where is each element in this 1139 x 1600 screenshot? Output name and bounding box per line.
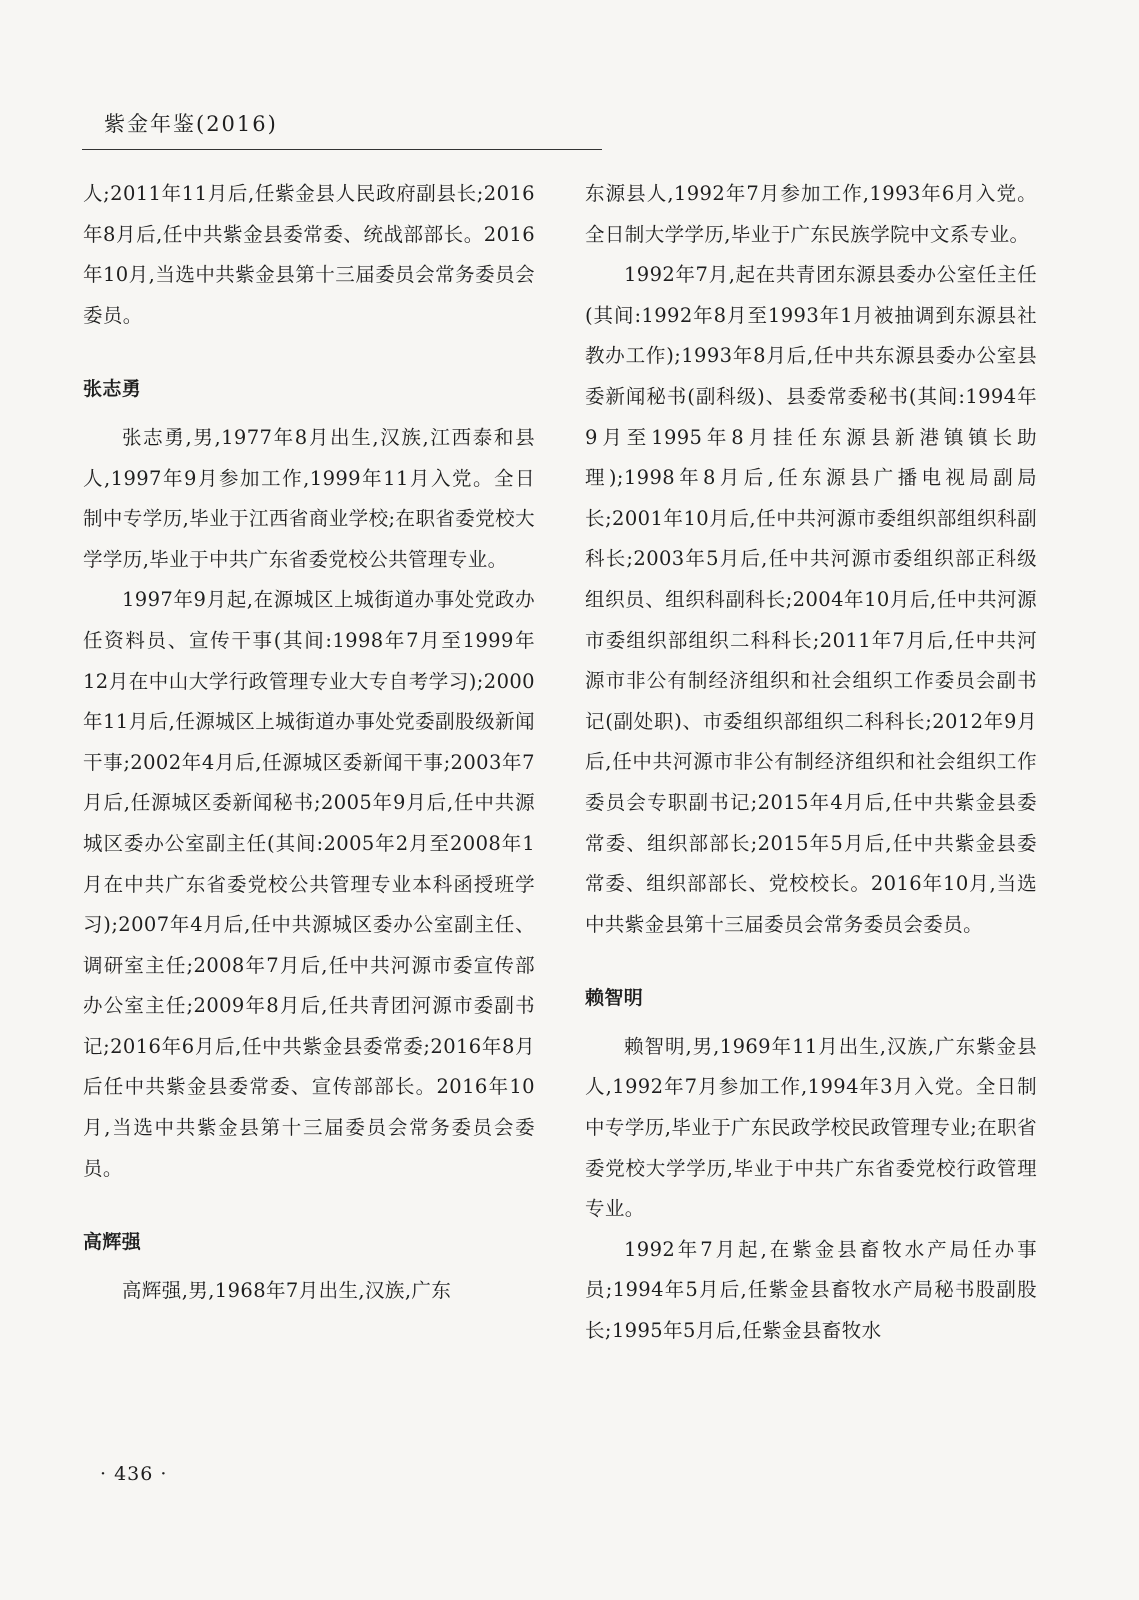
left-column [83,174,535,1311]
right-column [585,174,1037,1352]
bio-name-gao-huiqiang: 高辉强 [83,1231,142,1254]
page-number: · 436 · [100,1463,168,1485]
bio-paragraph: 1992年7月,起在共青团东源县委办公室任主任(其间:1992年8月至1993年1月被抽调到东源县社教办工作);1993年8月后,任中共东源县委办公室县委新闻秘书(副科级)、县委常委秘书(其间:1994年9月至1995年8月挂任东源县新港镇镇长助理);1998年8月后,任东源县广播电视局副局长;2001年10月后,任中共河源市委组织部组织科副科长;2003年5月后,任中共河源市委组织部正科级组织员、组织科副科长;2004年10月后,任中共河源市委组织部组织二科科长;2011年7月后,任中共河源市非公有制经济组织和社会组织工作委员会副书记(副处职)、市委组织部组织二科科长;2012年9月后,任中共河源市非公有制经济组织和社会组织工作委员会专职副书记;2015年4月后,任中共紫金县委常委、组织部部长;2015年5月后,任中共紫金县委常委、组织部部长、党校校长。2016年10月,当选中共紫金县第十三届委员会常务委员会委员。 [585,263,1037,936]
bio-name-zhang-zhiyong: 张志勇 [83,378,142,401]
header-rule [82,149,602,150]
bio-paragraph: 赖智明,男,1969年11月出生,汉族,广东紫金县人,1992年7月参加工作,1994年3月入党。全日制中专学历,毕业于广东民政学校民政管理专业;在职省委党校大学学历,毕业于中共广东省委党校行政管理专业。 [585,1034,1037,1221]
bio-paragraph: 1992年7月起,在紫金县畜牧水产局任办事员;1994年5月后,任紫金县畜牧水产局秘书股副股长;1995年5月后,任紫金县畜牧水 [585,1237,1037,1343]
bio-name-lai-zhiming: 赖智明 [585,987,644,1010]
continuation-paragraph: 人;2011年11月后,任紫金县人民政府副县长;2016年8月后,任中共紫金县委常委、统战部部长。2016年10月,当选中共紫金县第十三届委员会常务委员会委员。 [83,182,535,327]
continuation-paragraph: 东源县人,1992年7月参加工作,1993年6月入党。全日制大学学历,毕业于广东民族学院中文系专业。 [585,182,1037,246]
bio-paragraph: 张志勇,男,1977年8月出生,汉族,江西泰和县人,1997年9月参加工作,1999年11月入党。全日制中专学历,毕业于江西省商业学校;在职省委党校大学学历,毕业于中共广东省委党校公共管理专业。 [83,425,535,571]
bio-paragraph: 高辉强,男,1968年7月出生,汉族,广东 [122,1278,452,1302]
running-header: 紫金年鉴(2016) [104,112,278,136]
bio-paragraph: 1997年9月起,在源城区上城街道办事处党政办任资料员、宣传干事(其间:1998年7月至1999年12月在中山大学行政管理专业大专自考学习);2000年11月后,任源城区上城街道办事处党委副股级新闻干事;2002年4月后,任源城区委新闻干事;2003年7月后,任源城区委新闻秘书;2005年9月后,任中共源城区委办公室副主任(其间:2005年2月至2008年1月在中共广东省委党校公共管理专业本科函授班学习);2007年4月后,任中共源城区委办公室副主任、调研室主任;2008年7月后,任中共河源市委宣传部办公室主任;2009年8月后,任共青团河源市委副书记;2016年6月后,任中共紫金县委常委;2016年8月后任中共紫金县委常委、宣传部部长。2016年10月,当选中共紫金县第十三届委员会常务委员会委员。 [83,588,535,1180]
